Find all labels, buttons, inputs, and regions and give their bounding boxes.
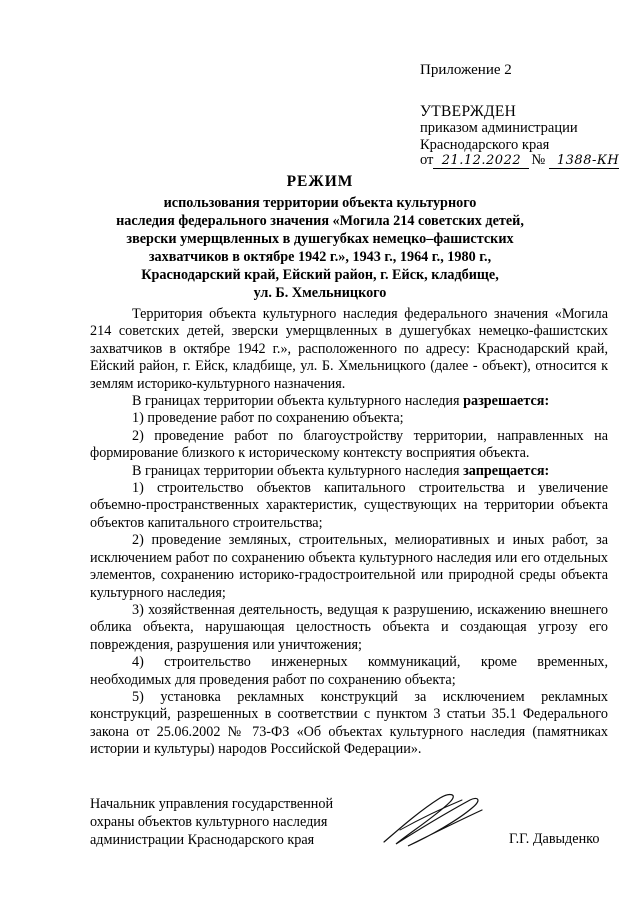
signatory-line: Начальник управления государственной xyxy=(90,796,334,812)
handwritten-number: 1388-КН xyxy=(549,153,619,169)
title-line: зверски умерщвленных в душегубках немецко–фашистских xyxy=(126,231,514,247)
number-prefix: № xyxy=(531,152,546,168)
title-line: Краснодарский край, Ейский район, г. Ейск, кладбище, xyxy=(141,267,499,283)
approval-order-line-2: Краснодарского края xyxy=(420,137,550,153)
handwritten-signature xyxy=(378,790,488,852)
forbidden-item: 4) строительство инженерных коммуникаций, кроме временных, необходимых для проведения работ по сохранению объекта; xyxy=(90,654,608,688)
allowed-keyword: разрешается: xyxy=(463,393,550,410)
forbidden-item: 3) хозяйственная деятельность, ведущая к разрушению, искажению внешнего облика объекта, нарушающая целостность объекта и создающая угрозу его повреждения, разрушения или уничтожения; xyxy=(90,601,608,653)
title-line: наследия федерального значения «Могила 214 советских детей, xyxy=(116,213,524,229)
forbidden-item: 2) проведение земляных, строительных, мелиоративных и иных работ, за исключением работ по сохранению объекта культурного наследия или его отдельных элементов, сохранению историко-градостроительной или природной среды объекта культурного наследия; xyxy=(90,532,608,601)
handwritten-date: 21.12.2022 xyxy=(433,153,529,169)
title-line: использования территории объекта культурного xyxy=(163,195,477,211)
document-title xyxy=(60,173,580,302)
allowed-item: 1) проведение работ по сохранению объекта; xyxy=(132,410,404,427)
signatory-line: охраны объектов культурного наследия xyxy=(90,814,328,830)
forbidden-item: 1) строительство объектов капитального строительства и увеличение объемно-пространственных характеристик, существующих на территории объекта объектов капитального строительства; xyxy=(90,480,608,531)
forbidden-intro-text: В границах территории объекта культурного наследия xyxy=(132,462,464,479)
document-body xyxy=(90,306,608,759)
signatory-name: Г.Г. Давыденко xyxy=(509,831,600,847)
title-line: захватчиков в октябре 1942 г.», 1943 г., 1964 г., 1980 г., xyxy=(148,249,492,265)
paragraph-allowed-intro xyxy=(90,393,608,410)
paragraph-territory: Территория объекта культурного наследия федерального значения «Могила 214 советских детей, зверски умерщвленных в душегубках немецко-фашистских захватчиков в октябре 1942 г.», расположенного по адресу: Краснодарский край, Ейский район, г. Ейск, кладбище, ул. Б. Хмельницкого (далее - объект), относится к землям историко-культурного назначения. xyxy=(90,306,608,392)
allowed-intro-text: В границах территории объекта культурного наследия xyxy=(132,393,464,410)
date-prefix: от xyxy=(420,152,434,168)
title-main: РЕЖИМ xyxy=(286,173,354,190)
signatory-line: администрации Краснодарского края xyxy=(90,832,315,848)
approved-label: УТВЕРЖДЕН xyxy=(420,103,517,120)
allowed-item: 2) проведение работ по благоустройству территории, направленных на формирование близкого к историческому контексту восприятия объекта. xyxy=(90,427,608,462)
title-line: ул. Б. Хмельницкого xyxy=(253,285,387,301)
signatory-title xyxy=(90,795,333,849)
approval-order-line-1: приказом администрации xyxy=(420,120,578,136)
paragraph-forbidden-intro xyxy=(90,463,608,480)
approval-date-row xyxy=(420,152,619,169)
forbidden-keyword: запрещается: xyxy=(463,462,550,479)
forbidden-item: 5) установка рекламных конструкций за исключением рекламных конструкций, разрешенных в соответствии с пунктом 3 статьи 35.1 Федерального закона от 25.06.2002 № 73-ФЗ «Об объектах культурного наследия (памятниках истории и культуры) народов Российской Федерации». xyxy=(90,688,608,758)
appendix-label: Приложение 2 xyxy=(420,62,512,78)
